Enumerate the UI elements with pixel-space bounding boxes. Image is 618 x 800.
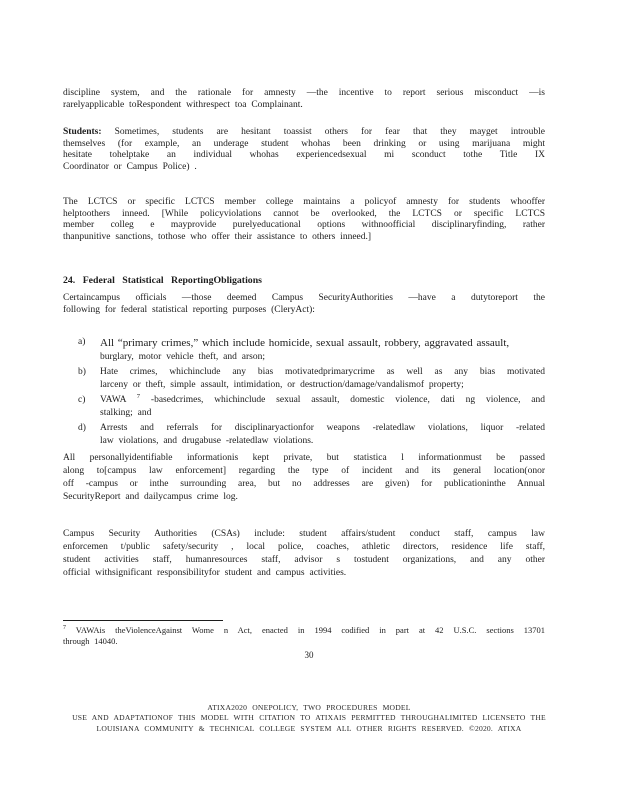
footnote [63,625,545,647]
paragraph-amnesty-rationale [63,88,545,111]
text-line: through 14040. [63,636,118,646]
paragraph-csas [63,528,545,580]
text-line: hesitate tohelptake an individual whohas experiencedsexual mi sconduct tothe Title IX [63,150,545,161]
list-item-b [63,366,545,393]
text-line: official withsignificant responsibilityfor student and campus activities. [63,567,347,578]
text-line: All “primary crimes,” which include homicide, sexual assault, robbery, aggravated assault, [100,337,510,349]
text-line: themselves (for example, an underage student whohas been drinking or using marijuana might [63,138,545,149]
list-marker: c) [78,394,86,405]
text-line: following for federal statistical reporting purposes (CleryAct): [63,304,315,315]
page-number: 30 [304,650,314,660]
text-line: Certaincampus officials —those deemed Campus SecurityAuthorities —have a dutytoreport the [63,293,545,303]
list-marker: a) [78,337,86,347]
list-item-d [63,422,545,449]
text-line: enforcemen t/public safety/security , local police, coaches, athletic directors, residence life staff, [63,541,545,552]
paragraph-lctcs-amnesty [63,197,545,244]
footnote-rule [63,620,223,621]
text-line: Hate crimes, whichinclude any bias motivatedprimarycrime as well as any bias motivated [100,366,545,377]
list-marker: d) [78,422,86,433]
text-line: LOUISIANA COMMUNITY & TECHNICAL COLLEGE SYSTEM ALL OTHER RIGHTS RESERVED. ©2020. ATIXA [96,723,522,733]
text-span: -basedcrimes, whichinclude sexual assault, domestic violence, dati ng violence, and [150,394,546,405]
text-line: The LCTCS or specific LCTCS member college maintains a policyof amnesty for students whooffer [63,197,545,207]
text-line: SecurityReport and dailycampus crime log. [63,491,238,502]
paragraph-personally-identifiable [63,452,545,504]
text-line [100,394,545,408]
list-item-c [63,394,545,421]
text-line: member colleg e mayprovide purelyeducational options withnoofficial disciplinaryfinding, rather [63,220,545,231]
list-item-a [63,336,545,365]
text-line: rarelyapplicable toRespondent withrespect toa Complainant. [63,99,303,110]
text-line: USE AND ADAPTATIONOF THIS MODEL WITH CITATION TO ATIXAIS PERMITTED THROUGHALIMITED LICENSETO THE [72,713,546,723]
text-line: law violations, and drugabuse -relatedlaw violations. [100,436,314,446]
text-line: ATIXA2020 ONEPOLICY, TWO PROCEDURES MODEL [207,703,411,712]
text-line: stalking; and [100,408,152,418]
text-line: off -campus or inthe surrounding area, but no addresses are given) for publicationinthe Annual [63,478,545,489]
text-line [63,625,545,636]
list-marker: b) [78,366,86,377]
text-line: thanpunitive sanctions, tothose who offer their assistance to others inneed.] [63,232,372,243]
footnote-reference: 7 [136,392,141,400]
paragraph-certain-campus [63,293,545,316]
text-line: larceny or theft, simple assault, intimidation, or destruction/damage/vandalismof property; [100,380,464,390]
text-line: Arrests and referrals for disciplinaryactionfor weapons -relatedlaw violations, liquor -related [100,422,545,433]
paragraph-students [63,127,545,174]
text-span: VAWA [100,394,126,405]
footnote-marker: 7 [63,625,66,632]
text-span: Sometimes, students are hesitant toassist others for fear that they mayget introuble [114,127,545,137]
text-line: student activities staff, humanresources staff, advisor s tostudent organizations, and any other [63,554,545,565]
text-line [63,127,545,139]
text-line: All personallyidentifiable informationis kept private, but statistica l informationmust be passed [63,453,545,463]
text-line: along to[campus law enforcement] regarding the type of incident and its general location(onor [63,465,545,476]
text-line: discipline system, and the rationale for amnesty —the incentive to report serious misconduct —is [63,88,545,98]
text-line: burglary, motor vehicle theft, and arson; [100,352,265,362]
text-line: helptoothers inneed. [While policyviolations cannot be overlooked, the LCTCS or specific LCTCS [63,208,545,219]
page-footer [0,703,618,734]
section-heading: 24. Federal Statistical ReportingObligations [63,275,262,286]
text-line: Campus Security Authorities (CSAs) include: student affairs/student conduct staff, campus law [63,529,545,539]
text-line: Coordinator or Campus Police) . [63,162,197,173]
students-bold-label: Students: [63,127,102,137]
clery-reporting-list [63,336,545,450]
text-span: VAWAis theViolenceAgainst Wome n Act, enacted in 1994 codified in part at 42 U.S.C. sections 13701 [75,625,545,635]
